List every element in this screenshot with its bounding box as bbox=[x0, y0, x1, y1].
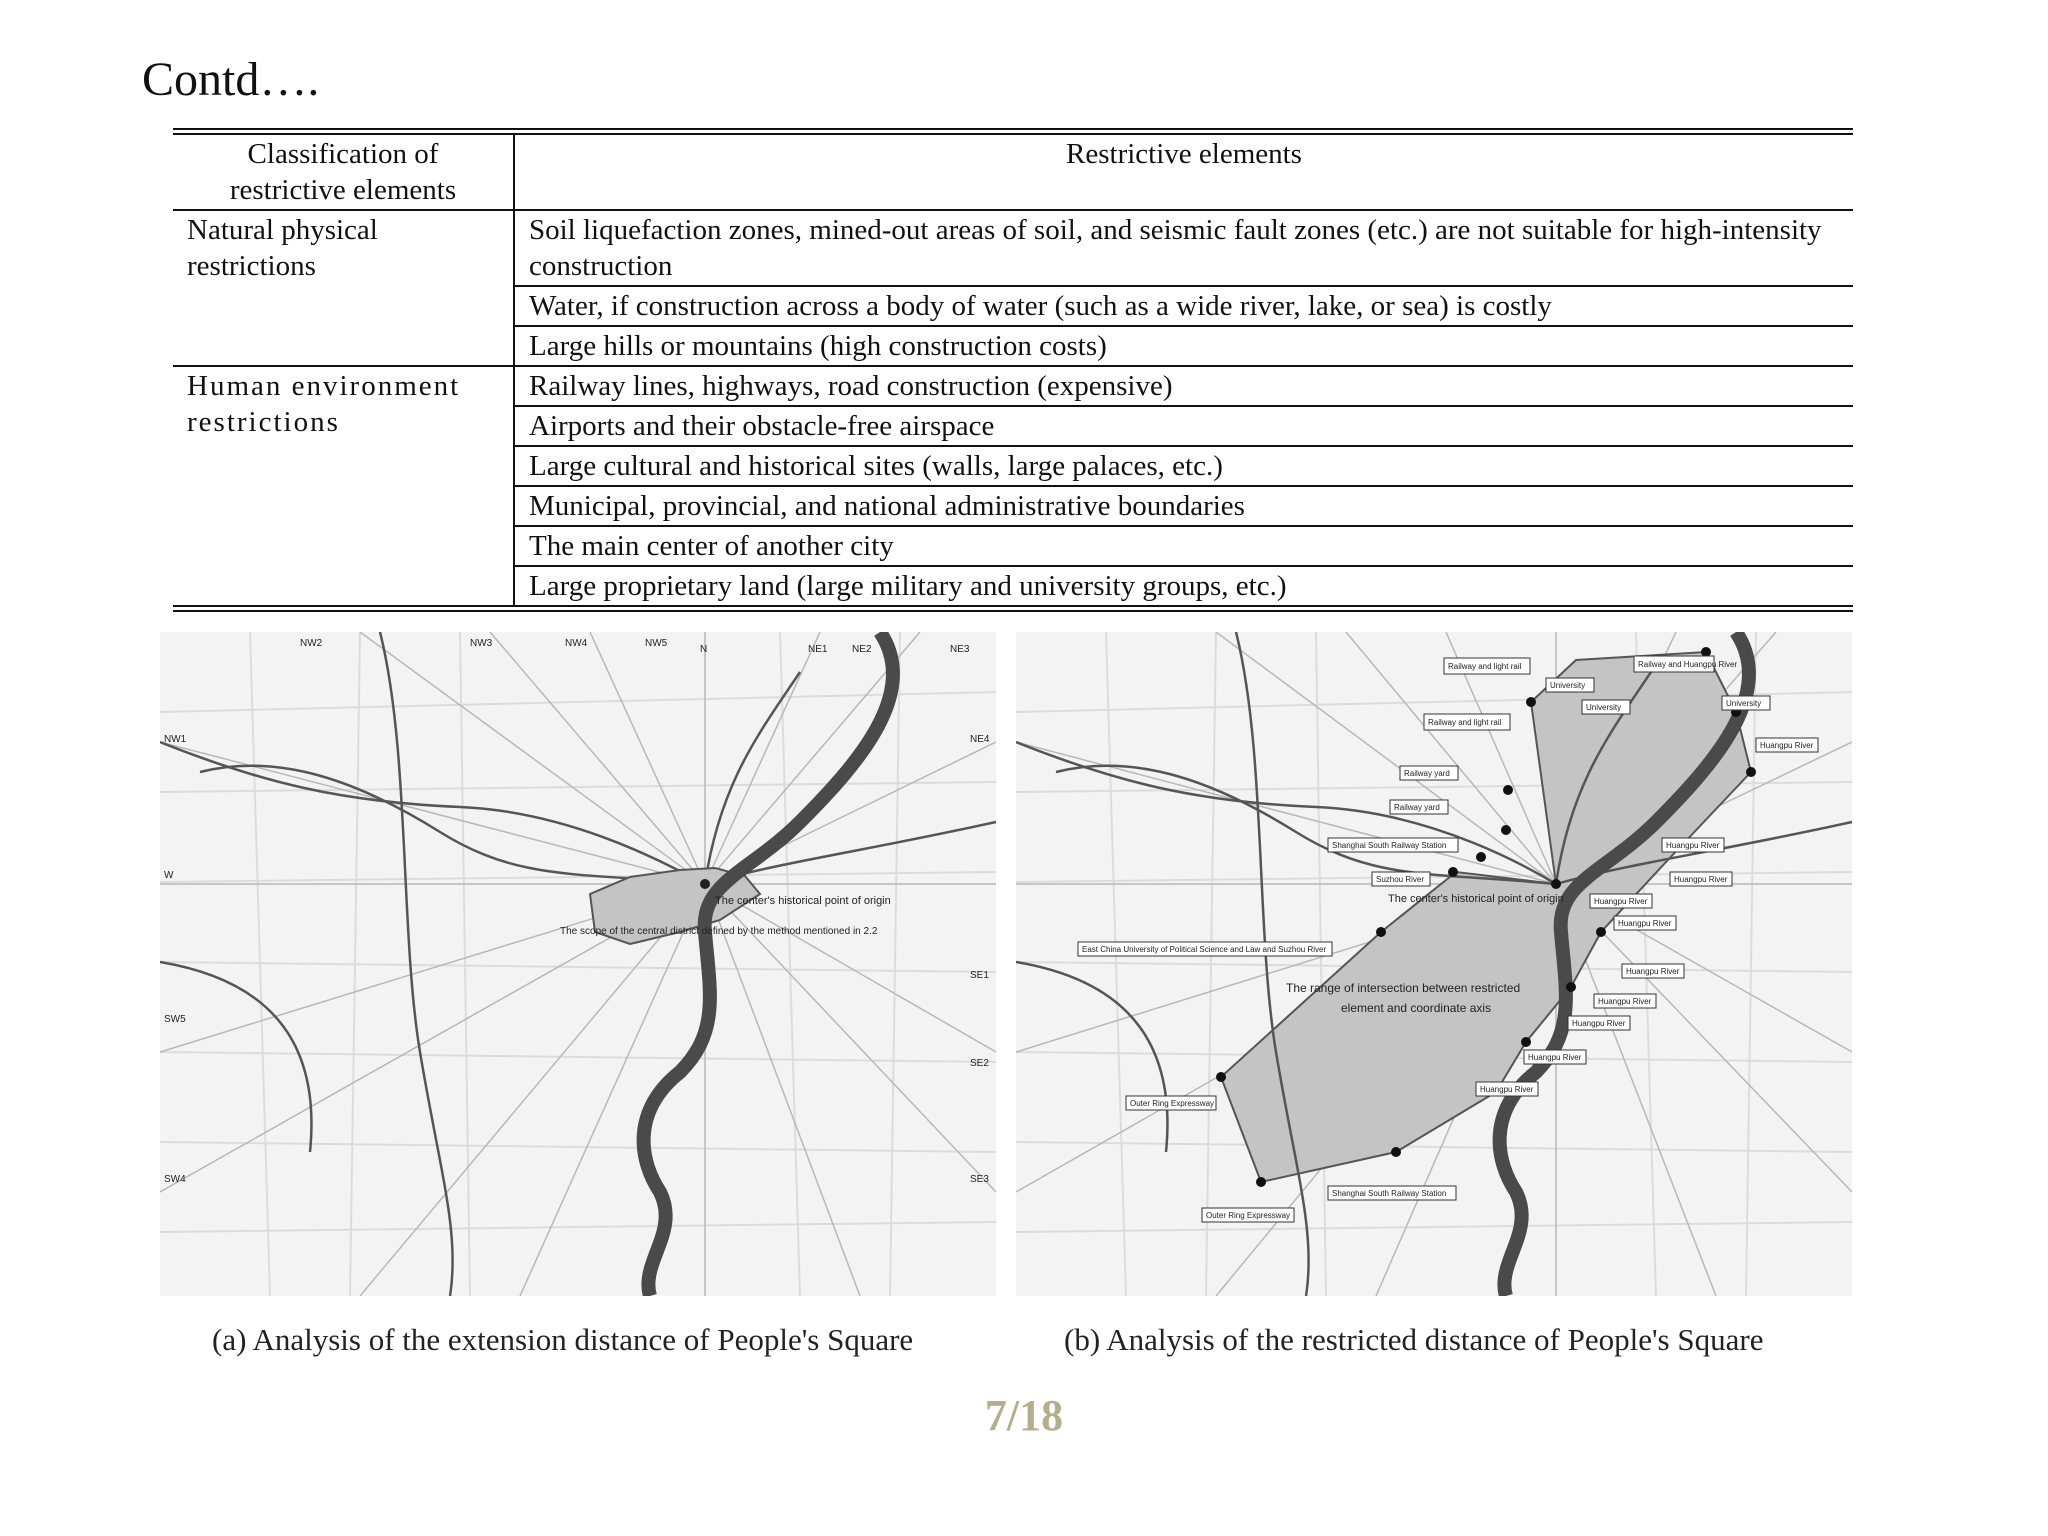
axis-label: SW5 bbox=[164, 1014, 186, 1025]
axis-label: NW3 bbox=[470, 638, 493, 649]
axis-label: SE2 bbox=[970, 1058, 989, 1069]
map-tag bbox=[1328, 838, 1458, 852]
map-tag bbox=[1328, 1186, 1456, 1200]
table-row: Soil liquefaction zones, mined-out areas of soil, and seismic fault zones (etc.) are not suitable for high-intensity construction bbox=[514, 210, 1853, 286]
caption-figure-a: (a) Analysis of the extension distance of People's Square bbox=[212, 1322, 914, 1357]
group-human-environment: Human environment restrictions bbox=[173, 366, 514, 609]
svg-text:East China University of Polit: East China University of Political Science and Law and Suzhou River bbox=[1082, 945, 1327, 954]
table-row: Municipal, provincial, and national administrative boundaries bbox=[514, 486, 1853, 526]
map-tag bbox=[1126, 1096, 1216, 1110]
axis-label: SE3 bbox=[970, 1174, 989, 1185]
restrictive-elements-table bbox=[173, 128, 1853, 612]
label-scope-a: The scope of the central district defined by the method mentioned in 2.2 bbox=[560, 926, 878, 937]
map-tag bbox=[1078, 942, 1332, 956]
svg-text:University: University bbox=[1586, 703, 1622, 712]
svg-text:Huangpu River: Huangpu River bbox=[1760, 741, 1814, 750]
map-tag bbox=[1400, 766, 1458, 780]
axis-label: W bbox=[164, 870, 174, 881]
svg-text:Huangpu River: Huangpu River bbox=[1480, 1085, 1534, 1094]
map-tag bbox=[1582, 700, 1630, 714]
label-range-b-1: The range of intersection between restricted bbox=[1286, 981, 1521, 995]
map-tag bbox=[1662, 838, 1724, 852]
map-tag bbox=[1476, 1082, 1538, 1096]
svg-text:Outer Ring Expressway: Outer Ring Expressway bbox=[1206, 1211, 1291, 1220]
map-tag bbox=[1614, 916, 1676, 930]
slide-title: Contd…. bbox=[142, 53, 320, 106]
svg-text:Railway and Huangpu River: Railway and Huangpu River bbox=[1638, 660, 1738, 669]
table-row: Large hills or mountains (high construction costs) bbox=[514, 326, 1853, 366]
svg-text:Railway yard: Railway yard bbox=[1394, 803, 1440, 812]
label-origin-a: The center's historical point of origin bbox=[715, 895, 891, 907]
axis-label: SW4 bbox=[164, 1174, 186, 1185]
axis-label: NW5 bbox=[645, 638, 668, 649]
map-extension-distance bbox=[160, 632, 996, 1296]
svg-text:Huangpu River: Huangpu River bbox=[1674, 875, 1728, 884]
page-number: 7/18 bbox=[984, 1391, 1064, 1440]
svg-text:Huangpu River: Huangpu River bbox=[1626, 967, 1680, 976]
axis-label: NE4 bbox=[970, 734, 990, 745]
axis-label: NE2 bbox=[852, 644, 872, 655]
table-row: Water, if construction across a body of water (such as a wide river, lake, or sea) is costly bbox=[514, 286, 1853, 326]
map-tag bbox=[1670, 872, 1732, 886]
axis-label: NE3 bbox=[950, 644, 970, 655]
huangpu-river-a bbox=[644, 632, 893, 1296]
map-tag bbox=[1202, 1208, 1294, 1222]
map-restricted-distance bbox=[1016, 632, 1852, 1296]
label-range-b-2: element and coordinate axis bbox=[1341, 1001, 1492, 1015]
map-tag bbox=[1568, 1016, 1630, 1030]
map-tag bbox=[1622, 964, 1684, 978]
svg-text:Railway and light rail: Railway and light rail bbox=[1428, 718, 1502, 727]
table-row: Airports and their obstacle-free airspace bbox=[514, 406, 1853, 446]
map-tag bbox=[1590, 894, 1652, 908]
svg-text:University: University bbox=[1550, 681, 1586, 690]
map-tag bbox=[1594, 994, 1656, 1008]
header-restrictive-elements: Restrictive elements bbox=[514, 132, 1853, 211]
axis-label: NW2 bbox=[300, 638, 323, 649]
table-row: The main center of another city bbox=[514, 526, 1853, 566]
svg-text:Huangpu River: Huangpu River bbox=[1618, 919, 1672, 928]
axis-label: N bbox=[700, 644, 708, 655]
map-tag bbox=[1722, 696, 1770, 710]
svg-text:Railway and light rail: Railway and light rail bbox=[1448, 662, 1522, 671]
map-tag bbox=[1524, 1050, 1586, 1064]
axis-label: NW1 bbox=[164, 734, 187, 745]
svg-text:Huangpu River: Huangpu River bbox=[1598, 997, 1652, 1006]
map-tag bbox=[1634, 656, 1738, 672]
header-classification: Classification of restrictive elements bbox=[173, 132, 514, 211]
map-tag bbox=[1424, 714, 1510, 730]
axis-label: NW4 bbox=[565, 638, 588, 649]
map-tag bbox=[1546, 678, 1594, 692]
svg-text:Suzhou River: Suzhou River bbox=[1376, 875, 1425, 884]
map-a-svg bbox=[160, 632, 996, 1296]
axis-label: SE1 bbox=[970, 970, 989, 981]
svg-text:Huangpu River: Huangpu River bbox=[1594, 897, 1648, 906]
table-row: Large cultural and historical sites (walls, large palaces, etc.) bbox=[514, 446, 1853, 486]
group-natural-physical: Natural physical restrictions bbox=[173, 210, 514, 366]
map-tag bbox=[1372, 872, 1430, 886]
svg-text:Railway yard: Railway yard bbox=[1404, 769, 1450, 778]
svg-text:Huangpu River: Huangpu River bbox=[1528, 1053, 1582, 1062]
svg-text:Huangpu River: Huangpu River bbox=[1666, 841, 1720, 850]
svg-text:Shanghai South Railway Station: Shanghai South Railway Station bbox=[1332, 841, 1447, 850]
caption-figure-b: (b) Analysis of the restricted distance of People's Square bbox=[1064, 1322, 1764, 1357]
map-tag bbox=[1444, 658, 1530, 674]
label-origin-b: The center's historical point of origin bbox=[1388, 893, 1564, 905]
table-row: Railway lines, highways, road construction (expensive) bbox=[514, 366, 1853, 406]
svg-text:Outer Ring Expressway: Outer Ring Expressway bbox=[1130, 1099, 1215, 1108]
svg-text:University: University bbox=[1726, 699, 1762, 708]
map-tag bbox=[1390, 800, 1448, 814]
table-row: Large proprietary land (large military and university groups, etc.) bbox=[514, 566, 1853, 609]
svg-text:Huangpu River: Huangpu River bbox=[1572, 1019, 1626, 1028]
svg-text:Shanghai South Railway Station: Shanghai South Railway Station bbox=[1332, 1189, 1447, 1198]
map-b-svg bbox=[1016, 632, 1852, 1296]
map-tag bbox=[1756, 738, 1818, 752]
axis-label: NE1 bbox=[808, 644, 828, 655]
